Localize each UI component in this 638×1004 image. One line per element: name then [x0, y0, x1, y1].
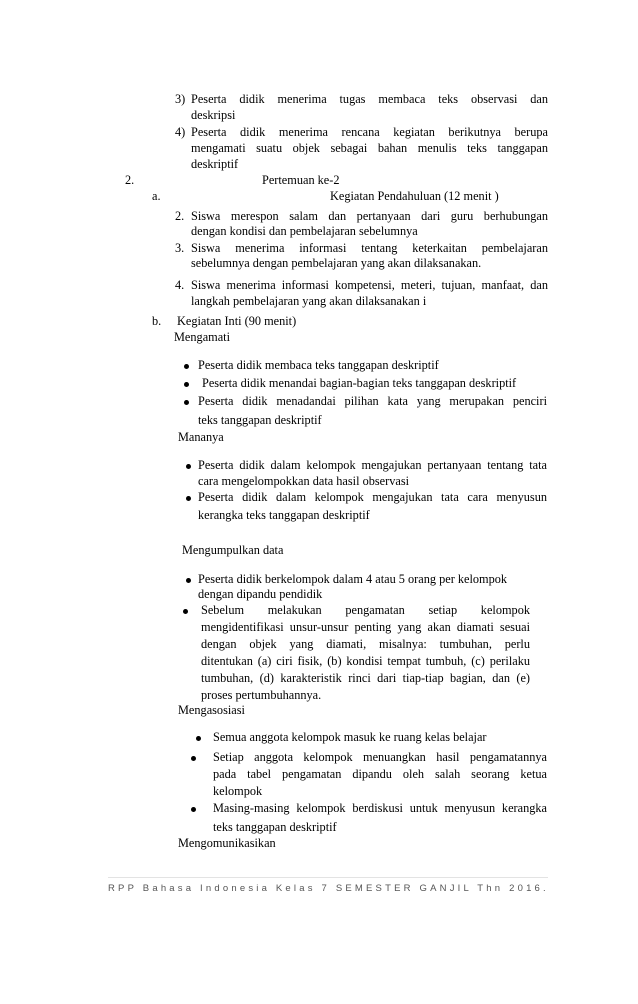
item-4-line-3: deskriptif — [191, 157, 239, 171]
bullet-icon — [183, 609, 188, 614]
sub-b-title: Kegiatan Inti (90 menit) — [177, 314, 297, 328]
mengumpulkan-bullet-2-line-5: tumbuhan, (d) karakteristik rinci dari tiap-tiap bagian, dan (e) — [201, 671, 530, 685]
menanya-bullet-1-line-2: cara mengelompokkan data hasil observasi — [198, 474, 410, 488]
mengumpulkan-bullet-2-line-1: Sebelum melakukan pengamatan setiap kelompok — [201, 603, 530, 617]
bullet-icon — [191, 756, 196, 761]
mengasosiasi-bullet-2-line-2: pada tabel pengamatan dipandu oleh salah seorang ketua — [213, 767, 547, 781]
bullet-icon — [196, 736, 201, 741]
p3-number: 3. — [175, 241, 185, 255]
mengamati-bullet-3-line-1: Peserta didik menadandai pilihan kata yang merupakan penciri — [198, 394, 547, 408]
item-3-line-2: deskripsi — [191, 108, 236, 122]
mengumpulkan-bullet-2-line-3: dengan objek yang diamati, misalnya: tumbuhan, perlu — [201, 637, 530, 651]
mengasosiasi-bullet-1: Semua anggota kelompok masuk ke ruang kelas belajar — [213, 730, 487, 744]
menanya-bullet-2-line-2: kerangka teks tanggapan deskriptif — [198, 508, 370, 522]
section-number: 2. — [125, 173, 135, 187]
menanya-heading: Mananya — [178, 430, 224, 444]
p4-line-1: Siswa menerima informasi kompetensi, meteri, tujuan, manfaat, dan — [191, 278, 548, 292]
mengasosiasi-bullet-2-line-3: kelompok — [213, 784, 263, 798]
mengasosiasi-bullet-3-line-2: teks tanggapan deskriptif — [213, 820, 337, 834]
mengumpulkan-heading: Mengumpulkan data — [182, 543, 284, 557]
item-3-number: 3) — [175, 92, 186, 106]
menanya-bullet-1-line-1: Peserta didik dalam kelompok mengajukan pertanyaan tentang tata — [198, 458, 547, 472]
bullet-icon — [186, 464, 191, 469]
mengumpulkan-bullet-2-line-4: ditentukan (a) ciri fisik, (b) kondisi tempat tumbuh, (c) perilaku — [201, 654, 530, 668]
mengumpulkan-bullet-2-line-2: mengidentifikasi unsur-unsur penting yang akan diamati sesuai — [201, 620, 530, 634]
footer-divider — [108, 877, 548, 878]
item-3-line-1: Peserta didik menerima tugas membaca teks observasi dan — [191, 92, 548, 106]
bullet-icon — [191, 807, 196, 812]
mengumpulkan-bullet-1-line-1: Peserta didik berkelompok dalam 4 atau 5 orang per kelompok — [198, 572, 508, 586]
sub-a-label: a. — [152, 189, 161, 203]
meeting-title: Pertemuan ke-2 — [262, 173, 340, 187]
sub-a-title: Kegiatan Pendahuluan (12 menit ) — [330, 189, 499, 203]
mengasosiasi-heading: Mengasosiasi — [178, 703, 245, 717]
p3-line-1: Siswa menerima informasi tentang keterkaitan pembelajaran — [191, 241, 548, 255]
mengamati-bullet-2: Peserta didik menandai bagian-bagian teks tanggapan deskriptif — [202, 376, 517, 390]
p4-number: 4. — [175, 278, 185, 292]
bullet-icon — [186, 496, 191, 501]
mengamati-bullet-1: Peserta didik membaca teks tanggapan deskriptif — [198, 358, 439, 372]
bullet-icon — [186, 578, 191, 583]
bullet-icon — [184, 382, 189, 387]
item-4-number: 4) — [175, 125, 186, 139]
bullet-icon — [184, 400, 189, 405]
menanya-bullet-2-line-1: Peserta didik dalam kelompok mengajukan tata cara menyusun — [198, 490, 547, 504]
item-4-line-1: Peserta didik menerima rencana kegiatan berikutnya berupa — [191, 125, 548, 139]
mengasosiasi-bullet-2-line-1: Setiap anggota kelompok menuangkan hasil pengamatannya — [213, 750, 547, 764]
mengomunikasikan-heading: Mengomunikasikan — [178, 836, 276, 850]
mengasosiasi-bullet-3-line-1: Masing-masing kelompok berdiskusi untuk menyusun kerangka — [213, 801, 547, 815]
bullet-icon — [184, 364, 189, 369]
page-footer: RPP Bahasa Indonesia Kelas 7 SEMESTER GANJIL Thn 2016. — [108, 883, 549, 894]
mengumpulkan-bullet-2-line-6: proses pertumbuhannya. — [201, 688, 322, 702]
p3-line-2: sebelumnya dengan pembelajaran yang akan dilaksanakan. — [191, 256, 482, 270]
p2-line-1: Siswa merespon salam dan pertanyaan dari guru berhubungan — [191, 209, 548, 223]
mengumpulkan-bullet-1-line-2: dengan dipandu pendidik — [198, 587, 323, 601]
mengamati-bullet-3-line-2: teks tanggapan deskriptif — [198, 413, 322, 427]
item-4-line-2: mengamati suatu objek sebagai bahan menulis teks tanggapan — [191, 141, 548, 155]
p2-line-2: dengan kondisi dan pembelajaran sebelumnya — [191, 224, 418, 238]
p4-line-2: langkah pembelajaran yang akan dilaksanakan i — [191, 294, 427, 308]
p2-number: 2. — [175, 209, 185, 223]
sub-b-label: b. — [152, 314, 162, 328]
mengamati-heading: Mengamati — [174, 330, 231, 344]
